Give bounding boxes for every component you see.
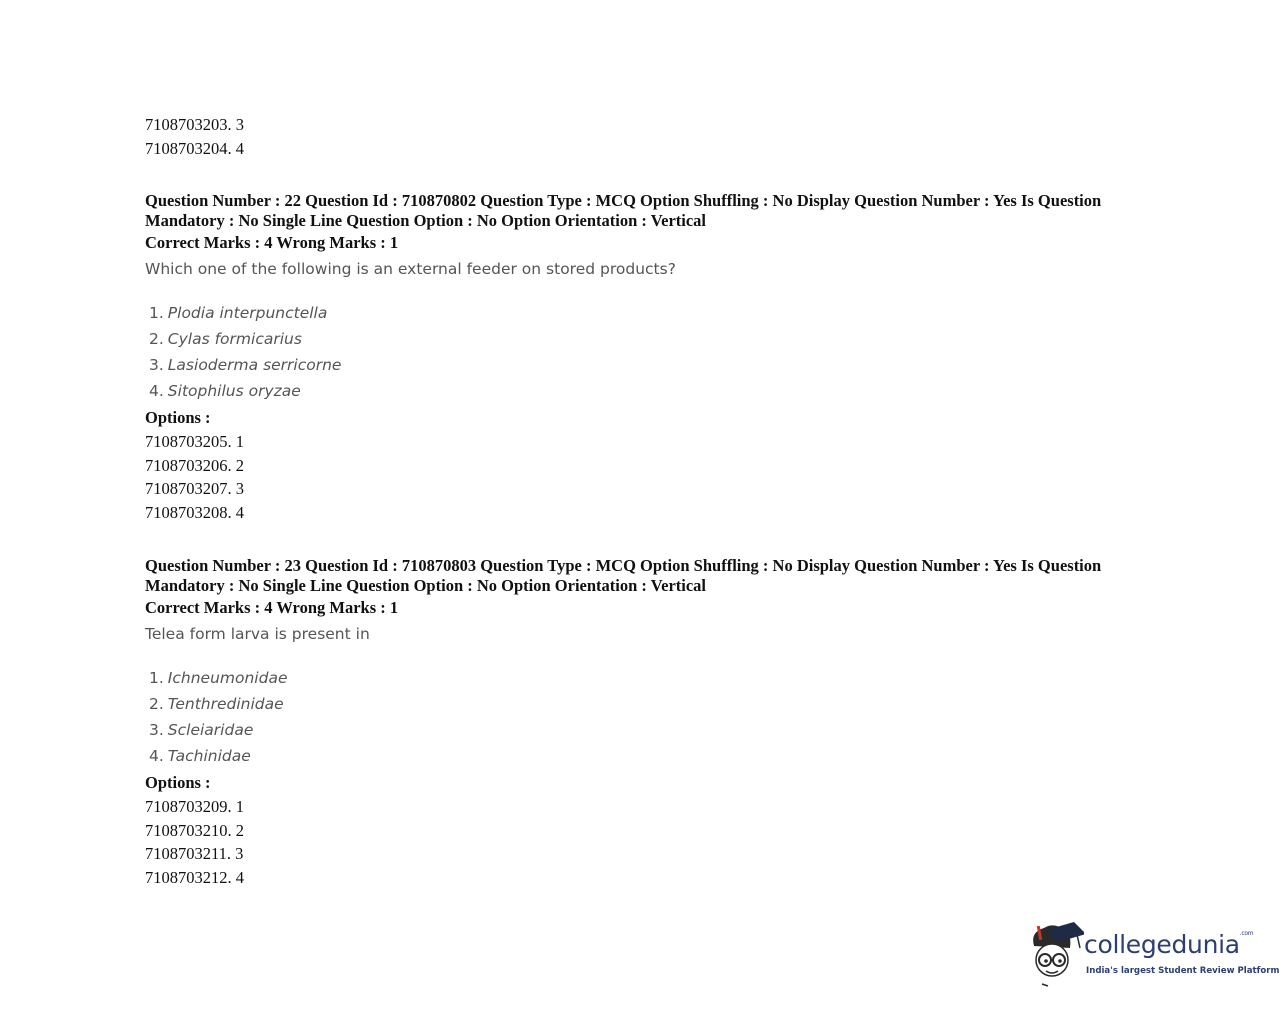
logo-wordmark	[1084, 930, 1253, 959]
choice-item	[149, 691, 1165, 717]
option-id-line: 7108703209. 1	[145, 797, 244, 816]
option-id-line: 7108703210. 2	[145, 820, 244, 840]
option-id-line: 7108703207. 3	[145, 479, 244, 498]
option-id-line: 7108703212. 4	[145, 867, 244, 887]
choice-item	[149, 665, 1165, 691]
choice-text: Tachinidae	[167, 747, 251, 765]
choice-text: Sitophilus oryzae	[167, 382, 301, 400]
question-block-22	[145, 191, 1165, 524]
option-id-line: 7108703203. 3	[145, 115, 244, 134]
question-text: Telea form larva is present in	[145, 625, 370, 643]
choice-list	[149, 300, 1165, 404]
choice-list	[149, 665, 1165, 769]
choice-number: 1.	[149, 304, 164, 322]
question-header: Question Number : 23 Question Id : 710870803 Question Type : MCQ Option Shuffling : No Display Question Number : Yes Is Question Mandatory : No Single Line Question Option : No Option Orientation : Vertical	[145, 556, 1102, 595]
question-block-23	[145, 556, 1165, 889]
document-page	[145, 113, 1165, 889]
choice-item	[149, 300, 1165, 326]
options-title: Options :	[145, 773, 211, 792]
choice-number: 2.	[149, 330, 164, 348]
option-id-line: 7108703204. 4	[145, 138, 244, 158]
choice-text: Scleiaridae	[167, 721, 254, 739]
logo-tagline: India's largest Student Review Platform	[1086, 966, 1280, 976]
choice-item	[149, 717, 1165, 743]
logo-name-text: collegedunia	[1084, 930, 1240, 959]
question-marks: Correct Marks : 4 Wrong Marks : 1	[145, 233, 399, 252]
option-id-line: 7108703205. 1	[145, 432, 244, 451]
choice-number: 4.	[149, 747, 164, 765]
logo-dotcom: .com	[1239, 930, 1254, 937]
choice-number: 3.	[149, 721, 164, 739]
option-id-line: 7108703211. 3	[145, 844, 244, 863]
options-title: Options :	[145, 408, 211, 427]
choice-text: Ichneumonidae	[167, 669, 288, 687]
collegedunia-logo[interactable]	[1024, 918, 1280, 990]
choice-text: Plodia interpunctella	[167, 304, 328, 322]
choice-number: 4.	[149, 382, 164, 400]
choice-text: Lasioderma serricorne	[167, 356, 342, 374]
question-header: Question Number : 22 Question Id : 710870802 Question Type : MCQ Option Shuffling : No Display Question Number : Yes Is Question Mandatory : No Single Line Question Option : No Option Orientation : Vertical	[145, 191, 1102, 230]
question-marks: Correct Marks : 4 Wrong Marks : 1	[145, 598, 399, 617]
choice-text: Tenthredinidae	[167, 695, 284, 713]
choice-item	[149, 326, 1165, 352]
choice-item	[149, 378, 1165, 404]
choice-text: Cylas formicarius	[167, 330, 302, 348]
choice-item	[149, 743, 1165, 769]
choice-number: 1.	[149, 669, 164, 687]
graduate-mascot-icon	[1024, 918, 1084, 988]
option-id-line: 7108703206. 2	[145, 455, 244, 475]
choice-number: 3.	[149, 356, 164, 374]
choice-item	[149, 352, 1165, 378]
question-text: Which one of the following is an external feeder on stored products?	[145, 260, 676, 278]
choice-number: 2.	[149, 695, 164, 713]
option-id-line: 7108703208. 4	[145, 502, 244, 522]
